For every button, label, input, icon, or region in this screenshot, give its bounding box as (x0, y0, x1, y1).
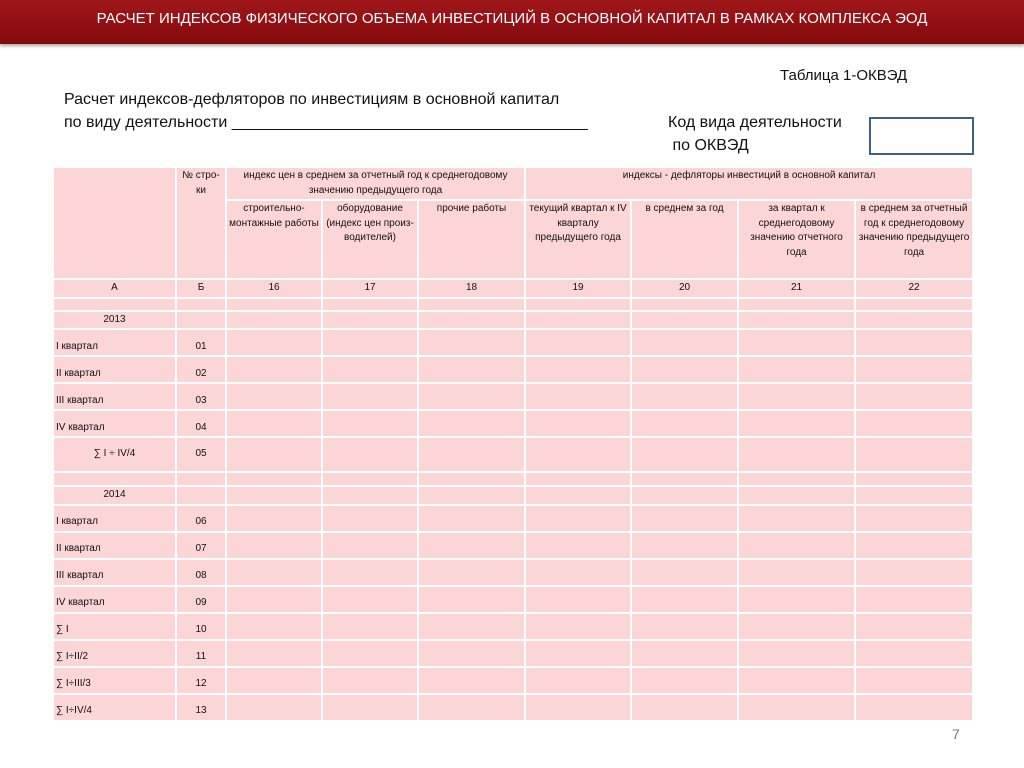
value-cell[interactable] (855, 356, 973, 383)
row-code: 04 (176, 410, 226, 437)
value-cell[interactable] (631, 472, 738, 486)
row-code: 05 (176, 437, 226, 472)
value-cell[interactable] (738, 505, 855, 532)
table-row (53, 437, 973, 472)
value-cell[interactable] (738, 694, 855, 721)
value-cell[interactable] (525, 505, 631, 532)
value-cell[interactable] (855, 437, 973, 472)
table-row (53, 640, 973, 667)
value-cell[interactable] (226, 311, 322, 330)
value-cell[interactable] (418, 437, 525, 472)
value-cell[interactable] (322, 329, 418, 356)
value-cell[interactable] (226, 486, 322, 505)
code-cell: 17 (322, 279, 418, 298)
value-cell[interactable] (322, 559, 418, 586)
value-cell[interactable] (525, 437, 631, 472)
code-cell: 19 (525, 279, 631, 298)
row-label: ∑ I÷III/3 (53, 667, 176, 694)
header-other-works: прочие работы (418, 200, 525, 279)
value-cell[interactable] (738, 486, 855, 505)
value-cell[interactable] (525, 559, 631, 586)
row-code (176, 472, 226, 486)
value-cell[interactable] (631, 383, 738, 410)
row-code: 06 (176, 505, 226, 532)
value-cell[interactable] (226, 410, 322, 437)
row-code: 10 (176, 613, 226, 640)
value-cell[interactable] (738, 586, 855, 613)
value-cell[interactable] (525, 311, 631, 330)
value-cell[interactable] (738, 472, 855, 486)
table-row (53, 586, 973, 613)
value-cell[interactable] (738, 329, 855, 356)
row-code: 01 (176, 329, 226, 356)
value-cell[interactable] (226, 586, 322, 613)
value-cell[interactable] (226, 613, 322, 640)
value-cell[interactable] (855, 298, 973, 311)
okved-code-field[interactable] (869, 117, 974, 155)
code-cell: 20 (631, 279, 738, 298)
value-cell[interactable] (738, 298, 855, 311)
row-label: ∑ I (53, 613, 176, 640)
code-cell: Б (176, 279, 226, 298)
header-year-average: в среднем за год (631, 200, 738, 279)
row-label: 2014 (53, 486, 176, 505)
value-cell[interactable] (226, 640, 322, 667)
value-cell[interactable] (226, 329, 322, 356)
table-row (53, 356, 973, 383)
value-cell[interactable] (418, 298, 525, 311)
value-cell[interactable] (525, 383, 631, 410)
value-cell[interactable] (738, 613, 855, 640)
value-cell[interactable] (418, 505, 525, 532)
okved-code-label (668, 111, 842, 157)
row-label: I квартал (53, 505, 176, 532)
value-cell[interactable] (631, 298, 738, 311)
value-cell[interactable] (855, 532, 973, 559)
value-cell[interactable] (525, 640, 631, 667)
value-cell[interactable] (525, 356, 631, 383)
value-cell[interactable] (226, 505, 322, 532)
page-number: 7 (952, 726, 960, 742)
value-cell[interactable] (631, 667, 738, 694)
row-code: 07 (176, 532, 226, 559)
value-cell[interactable] (631, 532, 738, 559)
value-cell[interactable] (631, 505, 738, 532)
header-deflator-group: индексы - дефляторы инвестиций в основной капитал (525, 167, 973, 200)
value-cell[interactable] (226, 472, 322, 486)
value-cell[interactable] (322, 298, 418, 311)
row-label: ∑ I ÷ IV/4 (53, 437, 176, 472)
value-cell[interactable] (855, 640, 973, 667)
value-cell[interactable] (418, 329, 525, 356)
table-row (53, 613, 973, 640)
value-cell[interactable] (322, 383, 418, 410)
value-cell[interactable] (738, 640, 855, 667)
value-cell[interactable] (418, 694, 525, 721)
form-heading (64, 88, 588, 134)
row-code (176, 298, 226, 311)
row-code: 13 (176, 694, 226, 721)
row-label (53, 472, 176, 486)
value-cell[interactable] (525, 329, 631, 356)
table-row (53, 383, 973, 410)
value-cell[interactable] (226, 356, 322, 383)
value-cell[interactable] (855, 586, 973, 613)
row-label: ∑ I÷IV/4 (53, 694, 176, 721)
header-price-index-group: индекс цен в среднем за отчетный год к среднегодовому значению предыдущего года (226, 167, 525, 200)
slide-title-banner (0, 0, 1024, 44)
code-cell: 21 (738, 279, 855, 298)
value-cell[interactable] (418, 559, 525, 586)
spacer-row (53, 298, 973, 311)
value-cell[interactable] (855, 410, 973, 437)
value-cell[interactable] (418, 356, 525, 383)
value-cell[interactable] (226, 559, 322, 586)
value-cell[interactable] (525, 667, 631, 694)
value-cell[interactable] (855, 311, 973, 330)
header-current-quarter: текущий квартал к IV кварталу предыдущего года (525, 200, 631, 279)
value-cell[interactable] (738, 559, 855, 586)
column-codes-row (53, 279, 973, 298)
row-code (176, 486, 226, 505)
value-cell[interactable] (631, 356, 738, 383)
value-cell[interactable] (631, 329, 738, 356)
value-cell[interactable] (322, 667, 418, 694)
value-cell[interactable] (631, 559, 738, 586)
value-cell[interactable] (226, 383, 322, 410)
value-cell[interactable] (855, 613, 973, 640)
value-cell[interactable] (322, 532, 418, 559)
header-quarter-to-annual: за квартал к среднегодовому значению отчетного года (738, 200, 855, 279)
value-cell[interactable] (631, 640, 738, 667)
row-code: 09 (176, 586, 226, 613)
value-cell[interactable] (525, 410, 631, 437)
table-label: Таблица 1-ОКВЭД (780, 67, 908, 84)
value-cell[interactable] (322, 586, 418, 613)
value-cell[interactable] (738, 311, 855, 330)
value-cell[interactable] (525, 613, 631, 640)
row-code: 08 (176, 559, 226, 586)
row-label: III квартал (53, 559, 176, 586)
value-cell[interactable] (322, 356, 418, 383)
value-cell[interactable] (631, 410, 738, 437)
value-cell[interactable] (418, 311, 525, 330)
row-code (176, 311, 226, 330)
table-row (53, 410, 973, 437)
table-row (53, 329, 973, 356)
value-cell[interactable] (226, 667, 322, 694)
value-cell[interactable] (855, 486, 973, 505)
row-label: II квартал (53, 356, 176, 383)
value-cell[interactable] (322, 694, 418, 721)
code-label-line-2: по ОКВЭД (668, 137, 749, 154)
value-cell[interactable] (322, 505, 418, 532)
year-row (53, 486, 973, 505)
value-cell[interactable] (631, 311, 738, 330)
row-label: II квартал (53, 532, 176, 559)
value-cell[interactable] (525, 472, 631, 486)
value-cell[interactable] (525, 694, 631, 721)
value-cell[interactable] (631, 486, 738, 505)
row-label: III квартал (53, 383, 176, 410)
value-cell[interactable] (855, 505, 973, 532)
row-code: 02 (176, 356, 226, 383)
value-cell[interactable] (525, 486, 631, 505)
value-cell[interactable] (855, 472, 973, 486)
header-construction-works: строительно-монтажные работы (226, 200, 322, 279)
value-cell[interactable] (855, 667, 973, 694)
heading-line-2: по виду деятельности ________________________________________ (64, 114, 588, 131)
row-label: 2013 (53, 311, 176, 330)
value-cell[interactable] (226, 298, 322, 311)
row-label: IV квартал (53, 410, 176, 437)
code-label-line-1: Код вида деятельности (668, 114, 842, 131)
code-cell: 18 (418, 279, 525, 298)
value-cell[interactable] (418, 383, 525, 410)
value-cell[interactable] (322, 311, 418, 330)
value-cell[interactable] (738, 410, 855, 437)
row-label: I квартал (53, 329, 176, 356)
code-cell: А (53, 279, 176, 298)
value-cell[interactable] (631, 613, 738, 640)
header-row-no: № стро-ки (176, 167, 226, 279)
table-row (53, 667, 973, 694)
deflator-table (52, 166, 974, 722)
table-row (53, 532, 973, 559)
header-empty-cell (53, 167, 176, 279)
value-cell[interactable] (418, 640, 525, 667)
value-cell[interactable] (418, 410, 525, 437)
value-cell[interactable] (418, 486, 525, 505)
value-cell[interactable] (525, 586, 631, 613)
value-cell[interactable] (322, 472, 418, 486)
value-cell[interactable] (418, 532, 525, 559)
value-cell[interactable] (855, 559, 973, 586)
row-code: 03 (176, 383, 226, 410)
value-cell[interactable] (525, 298, 631, 311)
value-cell[interactable] (418, 613, 525, 640)
row-code: 12 (176, 667, 226, 694)
value-cell[interactable] (738, 532, 855, 559)
slide-title: РАСЧЕТ ИНДЕКСОВ ФИЗИЧЕСКОГО ОБЪЕМА ИНВЕСТИЦИЙ В ОСНОВНОЙ КАПИТАЛ В РАМКАХ КОМПЛЕКСА ЭОД (96, 10, 928, 27)
value-cell[interactable] (738, 356, 855, 383)
value-cell[interactable] (631, 437, 738, 472)
row-code: 11 (176, 640, 226, 667)
value-cell[interactable] (418, 667, 525, 694)
header-equipment: оборудование (индекс цен произ-водителей) (322, 200, 418, 279)
value-cell[interactable] (418, 586, 525, 613)
code-cell: 22 (855, 279, 973, 298)
table-row (53, 559, 973, 586)
code-cell: 16 (226, 279, 322, 298)
value-cell[interactable] (322, 410, 418, 437)
value-cell[interactable] (738, 437, 855, 472)
value-cell[interactable] (738, 667, 855, 694)
value-cell[interactable] (322, 486, 418, 505)
spacer-row (53, 472, 973, 486)
heading-line-1: Расчет индексов-дефляторов по инвестициям в основной капитал (64, 91, 560, 108)
header-row-groups (53, 167, 973, 200)
table-row (53, 694, 973, 721)
value-cell[interactable] (226, 437, 322, 472)
value-cell[interactable] (418, 472, 525, 486)
row-label: ∑ I÷II/2 (53, 640, 176, 667)
value-cell[interactable] (855, 694, 973, 721)
value-cell[interactable] (738, 383, 855, 410)
value-cell[interactable] (322, 437, 418, 472)
table-row (53, 505, 973, 532)
value-cell[interactable] (855, 329, 973, 356)
header-annual-to-previous: в среднем за отчетный год к среднегодовому значению предыдущего года (855, 200, 973, 279)
year-row (53, 311, 973, 330)
value-cell[interactable] (226, 532, 322, 559)
value-cell[interactable] (226, 694, 322, 721)
row-label: IV квартал (53, 586, 176, 613)
value-cell[interactable] (631, 586, 738, 613)
value-cell[interactable] (322, 640, 418, 667)
value-cell[interactable] (855, 383, 973, 410)
row-label (53, 298, 176, 311)
value-cell[interactable] (631, 694, 738, 721)
value-cell[interactable] (525, 532, 631, 559)
value-cell[interactable] (322, 613, 418, 640)
